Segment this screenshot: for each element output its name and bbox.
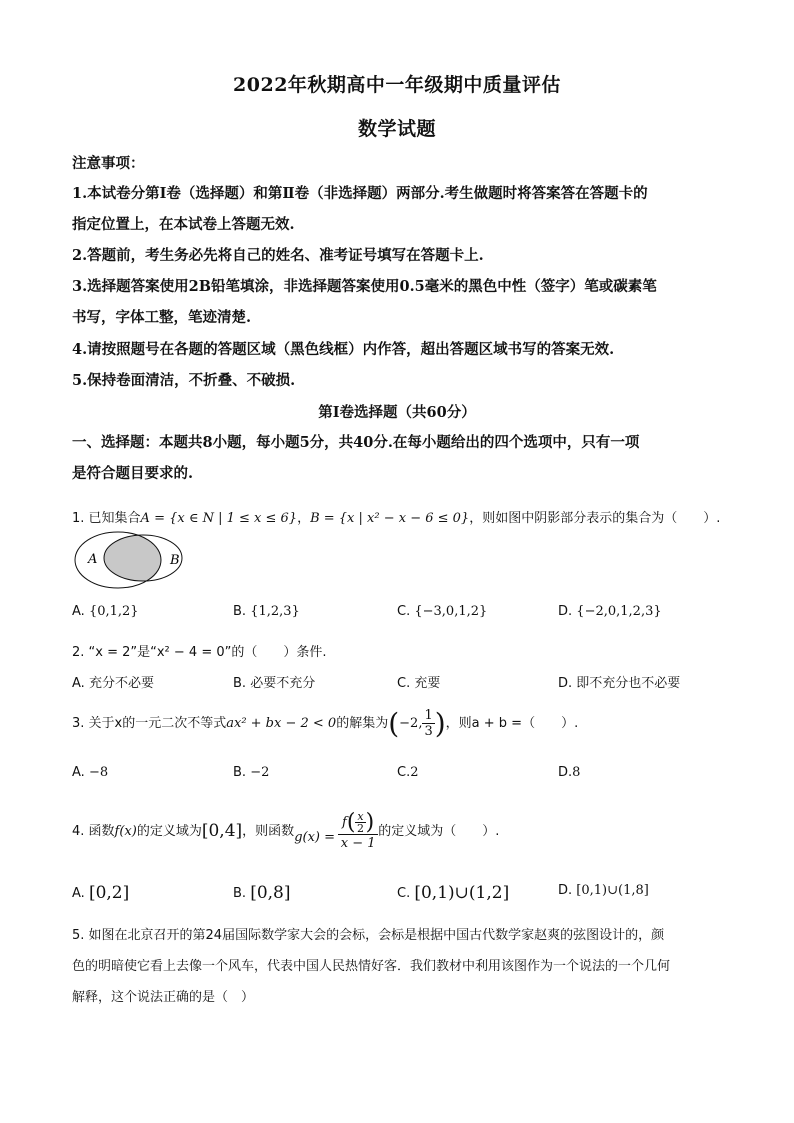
question-2-stem: 2. “x = 2”是“x² − 4 = 0”的（ ）条件.	[72, 645, 327, 660]
q4-num-paren-close: )	[365, 809, 375, 835]
q1-set-b: B = {x | x² − x − 6 ≤ 0}	[310, 511, 470, 526]
option-text: {−3,0,1,2}	[414, 604, 488, 619]
q4-domain: [0,4]	[201, 821, 243, 841]
q4-option-a[interactable]	[72, 883, 129, 903]
q2-option-d[interactable]	[558, 672, 680, 691]
q3-inequality: ax² + bx − 2 < 0	[226, 716, 337, 731]
q1-option-d[interactable]	[558, 604, 662, 619]
option-text: [0,2]	[88, 883, 130, 903]
section-instruction-2: 是符合题目要求的.	[72, 465, 194, 482]
q1-prefix: 1. 已知集合	[72, 511, 141, 526]
q4-inner-fraction	[355, 811, 365, 834]
q4-inner-num: x	[357, 809, 364, 823]
q1-suffix: ，则如图中阴影部分表示的集合为（ ）.	[469, 511, 721, 526]
q4-func: f(x)	[114, 824, 137, 839]
q4-prefix: 4. 函数	[72, 824, 115, 839]
q1-option-c[interactable]	[397, 604, 487, 619]
note-line-4: 3.选择题答案使用2B铅笔填涂，非选择题答案使用0.5毫米的黑色中性（签字）笔或碳素笔	[72, 278, 657, 295]
note-line-2: 指定位置上，在本试卷上答题无效.	[72, 216, 295, 233]
q1-option-b[interactable]	[233, 604, 300, 619]
option-text: [0,1)∪(1,2]	[414, 883, 510, 903]
option-text: {1,2,3}	[250, 604, 300, 619]
section-title: 第Ⅰ卷选择题（共60分）	[318, 404, 476, 421]
option-letter: C.	[397, 604, 411, 619]
q4-mid1: 的定义域为	[136, 824, 202, 839]
note-line-7: 5.保持卷面清洁，不折叠、不破损.	[72, 372, 296, 389]
option-text: {−2,0,1,2,3}	[576, 604, 662, 619]
option-text: 充要	[414, 676, 441, 691]
exam-subtitle: 数学试题	[357, 118, 436, 140]
q3-interval-left: −2,	[399, 716, 423, 731]
section-instruction-1: 一、选择题：本题共8小题，每小题5分，共40分.在每小题给出的四个选项中，只有一项	[72, 434, 640, 451]
q4-mid2: ，则函数	[242, 824, 295, 839]
option-letter: C.	[397, 886, 411, 901]
q2-option-c[interactable]	[397, 672, 440, 691]
option-text: 8	[572, 765, 581, 780]
note-line-6: 4.请按照题号在各题的答题区域（黑色线框）内作答，超出答题区域书写的答案无效.	[72, 341, 615, 358]
option-text: {0,1,2}	[88, 604, 139, 619]
option-letter: D.	[558, 883, 573, 898]
question-5-line-1: 5. 如图在北京召开的第24届国际数学家大会的会标，会标是根据中国古代数学家赵爽的弦图设计的，颜	[72, 928, 665, 943]
option-letter: B.	[233, 676, 247, 691]
q3-prefix: 3. 关于x的一元二次不等式	[72, 716, 227, 731]
venn-diagram	[70, 530, 200, 592]
q3-mid: 的解集为	[336, 716, 389, 731]
q2-option-b[interactable]	[233, 672, 315, 691]
question-1-stem	[72, 507, 732, 526]
option-text: [0,8]	[250, 883, 291, 903]
q3-frac-den: 3	[424, 724, 433, 739]
q1-set-a: A = {x ∈ N | 1 ≤ x ≤ 6}	[140, 511, 298, 526]
option-text: [0,1)∪(1,8]	[576, 883, 649, 898]
q4-frac-num	[338, 811, 378, 835]
venn-label-b: B	[170, 553, 180, 568]
q3-option-d[interactable]	[558, 765, 580, 780]
q3-option-c[interactable]	[397, 765, 419, 780]
question-5-line-2: 色的明暗使它看上去像一个风车，代表中国人民热情好客．我们教材中利用该图作为一个说法的一个几何	[72, 959, 671, 974]
q2-option-a[interactable]	[72, 672, 154, 691]
q4-fraction	[338, 811, 378, 853]
option-letter: C.	[397, 765, 411, 780]
option-text: 充分不必要	[88, 676, 154, 691]
option-text: 必要不充分	[250, 676, 316, 691]
q4-suffix: 的定义域为（ ）.	[378, 824, 500, 839]
q1-option-a[interactable]	[72, 604, 139, 619]
option-letter: D.	[558, 765, 573, 780]
q4-num-f: f	[342, 814, 347, 830]
option-text: −2	[250, 765, 270, 780]
option-text: −8	[88, 765, 109, 780]
q4-option-d[interactable]	[558, 883, 649, 898]
option-letter: D.	[558, 676, 573, 691]
option-letter: A.	[72, 886, 85, 901]
q3-frac-num: 1	[424, 708, 433, 723]
option-letter: B.	[233, 765, 247, 780]
q4-g-lhs: g(x) =	[294, 830, 336, 845]
q4-option-b[interactable]	[233, 883, 291, 903]
q4-frac-den: x − 1	[340, 835, 376, 851]
q1-sep: ，	[297, 511, 311, 526]
q4-option-c[interactable]	[397, 883, 509, 903]
option-letter: B.	[233, 604, 247, 619]
option-letter: A.	[72, 676, 85, 691]
q3-option-b[interactable]	[233, 765, 269, 780]
q3-option-a[interactable]	[72, 765, 108, 780]
q3-fraction	[422, 708, 434, 739]
q3-paren-close: )	[434, 707, 446, 740]
option-letter: A.	[72, 765, 85, 780]
question-4-stem	[72, 808, 732, 861]
option-text: 2	[410, 765, 419, 780]
option-letter: D.	[558, 604, 573, 619]
q4-inner-den: 2	[357, 821, 365, 835]
exam-title: 2022年秋期高中一年级期中质量评估	[233, 74, 561, 96]
q3-suffix: ，则a + b =（ ）.	[445, 716, 579, 731]
q4-num-paren-open: (	[346, 809, 356, 835]
option-text: 即不充分也不必要	[576, 676, 681, 691]
option-letter: B.	[233, 886, 247, 901]
venn-label-a: A	[88, 552, 98, 567]
note-line-5: 书写，字体工整，笔迹清楚.	[72, 309, 252, 326]
question-5-line-3: 解释，这个说法正确的是（ ）	[72, 990, 255, 1005]
option-letter: A.	[72, 604, 85, 619]
question-3-stem	[72, 706, 732, 742]
option-letter: C.	[397, 676, 411, 691]
q3-paren-open: (	[388, 707, 400, 740]
note-line-1: 1.本试卷分第Ⅰ卷（选择题）和第Ⅱ卷（非选择题）两部分.考生做题时将答案答在答题卡的	[72, 185, 648, 202]
note-line-3: 2.答题前，考生务必先将自己的姓名、准考证号填写在答题卡上.	[72, 247, 484, 264]
notes-heading: 注意事项：	[72, 155, 145, 172]
